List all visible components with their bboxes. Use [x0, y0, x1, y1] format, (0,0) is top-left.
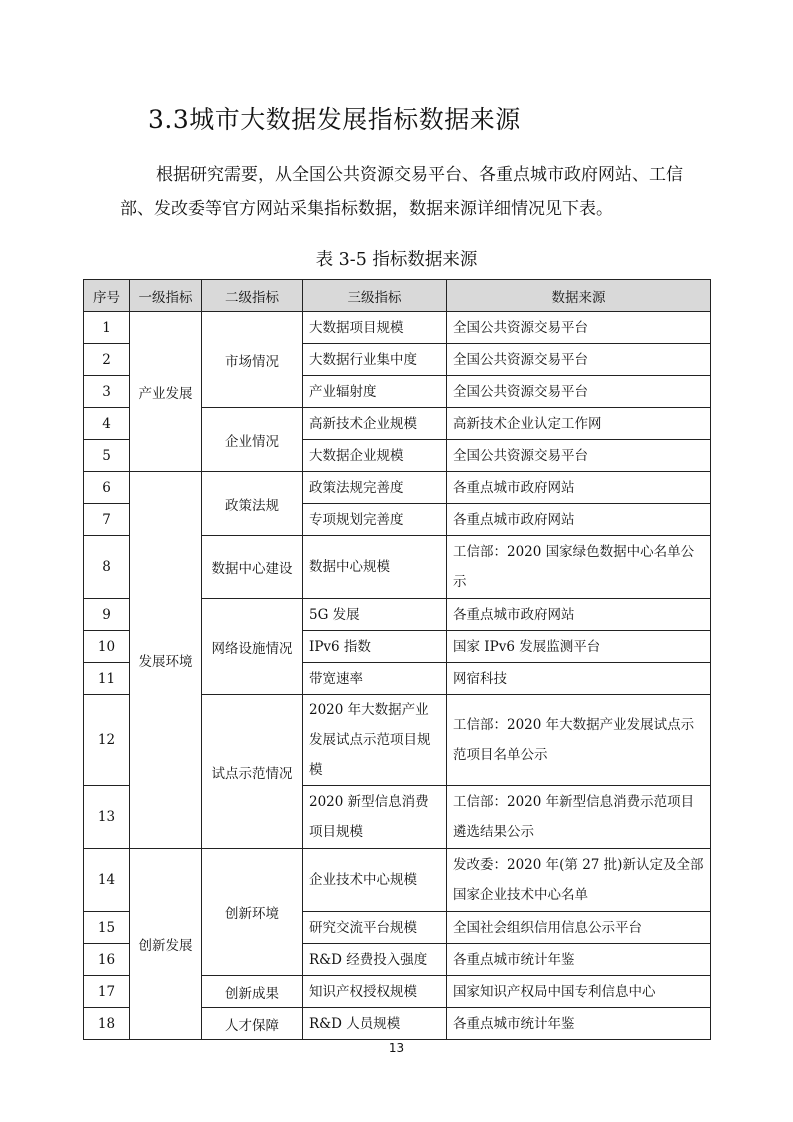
level2-cell: 创新成果: [202, 976, 303, 1008]
level2-cell: 人才保障: [202, 1008, 303, 1040]
level1-cell: 创新发展: [130, 849, 202, 1040]
level2-cell: 数据中心建设: [202, 536, 303, 599]
table-caption: 表 3-5 指标数据来源: [315, 250, 478, 270]
row-no: 8: [84, 536, 130, 599]
source-cell: 全国公共资源交易平台: [447, 344, 711, 376]
level3-cell: 专项规划完善度: [303, 504, 447, 536]
row-no: 14: [84, 849, 130, 912]
table-row: [84, 472, 711, 504]
source-cell: 各重点城市政府网站: [447, 599, 711, 631]
level3-cell: 大数据行业集中度: [303, 344, 447, 376]
level2-cell: 网络设施情况: [202, 599, 303, 695]
level3-cell: 带宽速率: [303, 663, 447, 695]
level3-cell: 2020 新型信息消费项目规模: [303, 786, 447, 849]
level2-cell: 市场情况: [202, 312, 303, 408]
level3-cell: R&D 经费投入强度: [303, 944, 447, 976]
level1-cell: 发展环境: [130, 472, 202, 849]
row-no: 15: [84, 912, 130, 944]
source-cell: 全国公共资源交易平台: [447, 312, 711, 344]
indicator-source-table: [83, 279, 711, 1040]
source-cell: 各重点城市政府网站: [447, 504, 711, 536]
row-no: 6: [84, 472, 130, 504]
source-cell: 国家知识产权局中国专利信息中心: [447, 976, 711, 1008]
row-no: 2: [84, 344, 130, 376]
row-no: 12: [84, 695, 130, 786]
level2-cell: 创新环境: [202, 849, 303, 976]
header-no: 序号: [84, 280, 130, 312]
level3-cell: 5G 发展: [303, 599, 447, 631]
level3-cell: 2020 年大数据产业发展试点示范项目规模: [303, 695, 447, 786]
table-header-row: [84, 280, 711, 312]
header-level2: 二级指标: [202, 280, 303, 312]
row-no: 11: [84, 663, 130, 695]
row-no: 16: [84, 944, 130, 976]
level3-cell: 产业辐射度: [303, 376, 447, 408]
level3-cell: IPv6 指数: [303, 631, 447, 663]
level3-cell: R&D 人员规模: [303, 1008, 447, 1040]
row-no: 4: [84, 408, 130, 440]
source-cell: 各重点城市政府网站: [447, 472, 711, 504]
source-cell: 各重点城市统计年鉴: [447, 944, 711, 976]
row-no: 9: [84, 599, 130, 631]
row-no: 3: [84, 376, 130, 408]
level3-cell: 高新技术企业规模: [303, 408, 447, 440]
header-level3: 三级指标: [303, 280, 447, 312]
section-heading: 3.3城市大数据发展指标数据来源: [148, 105, 521, 134]
source-cell: 网宿科技: [447, 663, 711, 695]
page-number: 13: [388, 1041, 405, 1055]
header-source: 数据来源: [447, 280, 711, 312]
level3-cell: 数据中心规模: [303, 536, 447, 599]
row-no: 17: [84, 976, 130, 1008]
level3-cell: 政策法规完善度: [303, 472, 447, 504]
source-cell: 工信部：2020 年大数据产业发展试点示范项目名单公示: [447, 695, 711, 786]
level1-cell: 产业发展: [130, 312, 202, 472]
source-cell: 全国公共资源交易平台: [447, 376, 711, 408]
row-no: 13: [84, 786, 130, 849]
row-no: 10: [84, 631, 130, 663]
level2-cell: 政策法规: [202, 472, 303, 536]
row-no: 1: [84, 312, 130, 344]
source-cell: 全国社会组织信用信息公示平台: [447, 912, 711, 944]
source-cell: 全国公共资源交易平台: [447, 440, 711, 472]
source-cell: 国家 IPv6 发展监测平台: [447, 631, 711, 663]
source-cell: 发改委：2020 年(第 27 批)新认定及全部国家企业技术中心名单: [447, 849, 711, 912]
row-no: 7: [84, 504, 130, 536]
level2-cell: 试点示范情况: [202, 695, 303, 849]
level3-cell: 知识产权授权规模: [303, 976, 447, 1008]
table-row: [84, 312, 711, 344]
source-cell: 工信部：2020 年新型信息消费示范项目遴选结果公示: [447, 786, 711, 849]
level3-cell: 大数据项目规模: [303, 312, 447, 344]
source-cell: 各重点城市统计年鉴: [447, 1008, 711, 1040]
intro-paragraph: 根据研究需要，从全国公共资源交易平台、各重点城市政府网站、工信部、发改委等官方网站采集指标数据，数据来源详细情况见下表。: [120, 165, 683, 219]
level3-cell: 企业技术中心规模: [303, 849, 447, 912]
level3-cell: 大数据企业规模: [303, 440, 447, 472]
level3-cell: 研究交流平台规模: [303, 912, 447, 944]
row-no: 5: [84, 440, 130, 472]
source-cell: 高新技术企业认定工作网: [447, 408, 711, 440]
table-row: [84, 849, 711, 912]
level2-cell: 企业情况: [202, 408, 303, 472]
source-cell: 工信部：2020 国家绿色数据中心名单公示: [447, 536, 711, 599]
row-no: 18: [84, 1008, 130, 1040]
header-level1: 一级指标: [130, 280, 202, 312]
